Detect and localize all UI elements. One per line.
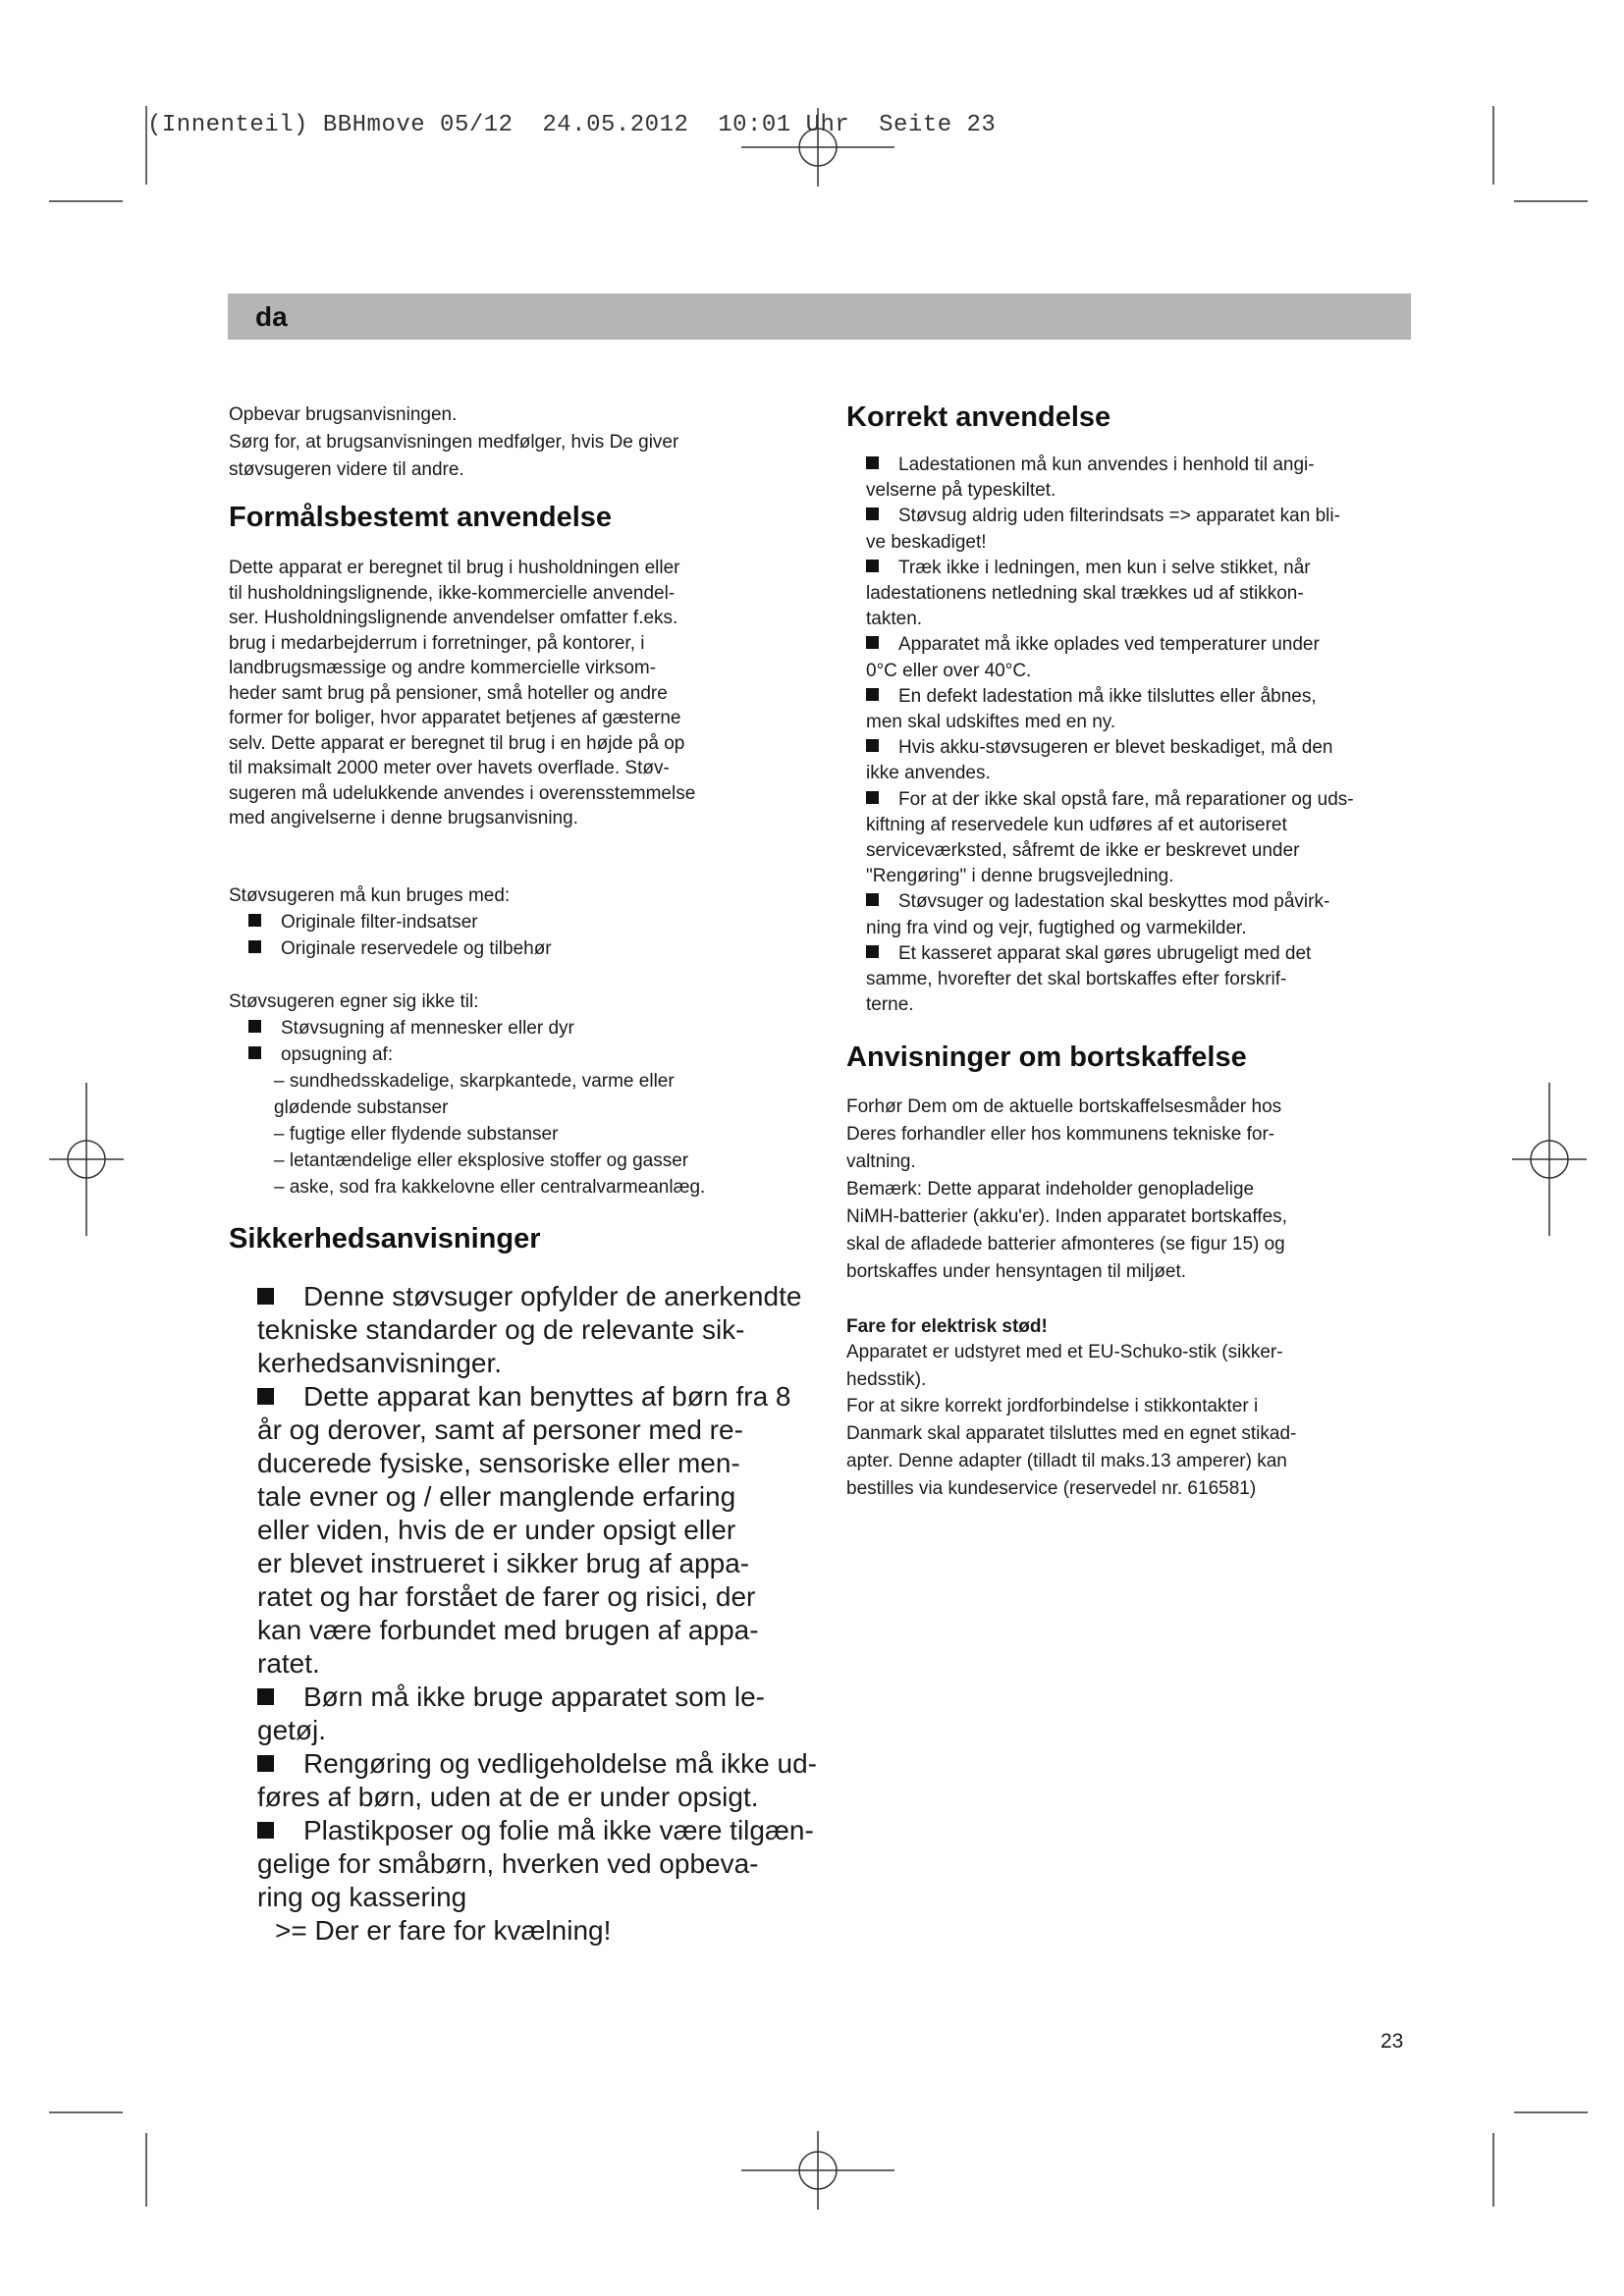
text-line <box>257 1313 817 1347</box>
language-code: da <box>255 301 288 332</box>
text-line: skal de afladede batterier afmonteres (se figur 15) og <box>846 1234 1285 1255</box>
text-line <box>866 659 1354 684</box>
text-line: bortskaffes under hensyntagen til miljøet. <box>846 1261 1187 1282</box>
electric-warning-text <box>846 1339 1296 1502</box>
text-line: brug i medarbejderrum i forretninger, på kontorer, i <box>229 632 645 654</box>
bullet-icon <box>866 507 879 520</box>
text: men skal udskiftes med en ny. <box>866 712 1116 733</box>
bullet-icon <box>866 739 879 752</box>
text: Børn må ikke bruge apparatet som le- <box>303 1682 765 1712</box>
text-line: til maksimalt 2000 meter over havets overflade. Støv- <box>229 758 670 778</box>
text: En defekt ladestation må ikke tilsluttes eller åbnes, <box>898 685 1317 707</box>
text-line <box>866 864 1354 889</box>
bullet-icon <box>257 1822 274 1839</box>
bullet-item-start <box>866 735 1354 761</box>
registration-mark-right <box>1512 1083 1587 1236</box>
text: ratet og har forstået de farer og risici, der <box>257 1581 756 1612</box>
text: føres af børn, uden at de er under opsigt. <box>257 1782 759 1812</box>
text-line: bestilles via kundeservice (reservedel nr. 616581) <box>846 1477 1257 1499</box>
text-line <box>257 1580 817 1614</box>
text: terne. <box>866 994 914 1016</box>
text-line: – aske, sod fra kakkelovne eller centralvarmeanlæg. <box>274 1177 706 1198</box>
text: Rengøring og vedligeholdelse må ikke ud- <box>303 1748 817 1779</box>
bullet-icon <box>248 1046 261 1059</box>
bullet-item-start <box>866 632 1354 658</box>
text-line: Forhør Dem om de aktuelle bortskaffelsesmåder hos <box>846 1096 1282 1117</box>
text-line: Opbevar brugsanvisningen. <box>229 404 458 425</box>
text-line <box>866 581 1354 607</box>
text-line <box>257 1514 817 1547</box>
correct-use-list <box>866 453 1354 1018</box>
use-only-with-label: Støvsugeren må kun bruges med: <box>229 885 511 906</box>
bullet-icon <box>257 1688 274 1705</box>
text-line <box>257 1781 817 1814</box>
text: Træk ikke i ledningen, men kun i selve stikket, når <box>898 557 1311 578</box>
text-line: For at sikre korrekt jordforbindelse i stikkontakter i <box>846 1396 1259 1417</box>
text: ve beskadiget! <box>866 531 987 553</box>
text-line: valtning. <box>846 1151 916 1172</box>
text: Støvsuger og ladestation skal beskyttes mod påvirk- <box>898 891 1330 913</box>
text-line: sugeren må udelukkende anvendes i overensstemmelse <box>229 782 696 804</box>
text-line: Deres forhandler eller hos kommunens tekniske for- <box>846 1124 1275 1145</box>
intended-use-text <box>229 556 838 831</box>
text: Plastikposer og folie må ikke være tilgæn- <box>303 1815 814 1845</box>
bullet-icon <box>866 791 879 804</box>
text-line: hedsstik). <box>846 1368 927 1390</box>
text-line: selv. Dette apparat er beregnet til brug i en højde på op <box>229 732 685 754</box>
language-bar <box>228 294 1411 340</box>
text: serviceværksted, såfremt de ikke er beskrevet under <box>866 840 1300 862</box>
bullet-icon <box>248 914 261 927</box>
text-line <box>257 1847 817 1881</box>
heading-safety: Sikkerhedsanvisninger <box>229 1223 541 1255</box>
text-line <box>866 992 1354 1018</box>
sub-list <box>229 1068 705 1201</box>
list-item: Støvsugning af mennesker eller dyr <box>229 1015 705 1041</box>
text: eller viden, hvis de er under opsigt eller <box>257 1515 736 1545</box>
use-only-with-list <box>229 882 552 962</box>
text-line: Sørg for, at brugsanvisningen medfølger, hvis De giver <box>229 432 679 453</box>
text-line <box>257 1914 817 1948</box>
text: kiftning af reservedele kun udføres af et autoriseret <box>866 814 1287 835</box>
text: getøj. <box>257 1715 327 1745</box>
electric-warning-heading: Fare for elektrisk stød! <box>846 1316 1048 1337</box>
text: er blevet instrueret i sikker brug af appa- <box>257 1548 750 1578</box>
text-line: Dette apparat er beregnet til brug i husholdningen eller <box>229 558 680 578</box>
text-line: apter. Denne adapter (tilladt til maks.13 amperer) kan <box>846 1450 1287 1471</box>
registration-mark-bottom <box>741 2131 894 2210</box>
bullet-item-start <box>866 889 1354 915</box>
bullet-icon <box>248 940 261 953</box>
text-line <box>257 1447 817 1480</box>
text: kerhedsanvisninger. <box>257 1348 503 1378</box>
bullet-icon <box>248 1020 261 1033</box>
bullet-icon <box>866 893 879 906</box>
list-item: opsugning af: <box>229 1041 705 1068</box>
bullet-item-start <box>866 504 1354 529</box>
bullet-icon <box>257 1388 274 1405</box>
bullet-icon <box>866 636 879 649</box>
text-line <box>866 607 1354 632</box>
text-line: landbrugsmæssige og andre kommercielle virksom- <box>229 658 657 678</box>
text: tale evner og / eller manglende erfaring <box>257 1481 736 1512</box>
text: kan være forbundet med brugen af appa- <box>257 1615 759 1645</box>
text-line: glødende substanser <box>274 1097 449 1118</box>
text-line <box>257 1614 817 1647</box>
text-line <box>866 710 1354 735</box>
text-line: ser. Husholdningslignende anvendelser omfatter f.eks. <box>229 608 678 628</box>
text: Apparatet må ikke oplades ved temperaturer under <box>898 634 1320 656</box>
list-item: Originale reservedele og tilbehør <box>229 935 552 962</box>
not-suitable-label: Støvsugeren egner sig ikke til: <box>229 991 479 1012</box>
text: Støvsug aldrig uden filterindsats => apparatet kan bli- <box>898 506 1340 527</box>
text-line <box>257 1480 817 1514</box>
text: samme, hvorefter det skal bortskaffes efter forskrif- <box>866 969 1287 990</box>
text-line: – sundhedsskadelige, skarpkantede, varme eller <box>274 1071 675 1092</box>
bullet-icon <box>866 456 879 469</box>
bullet-item-start <box>866 453 1354 478</box>
text-line: til husholdningslignende, ikke-kommercielle anvendel- <box>229 582 676 604</box>
text: gelige for småbørn, hverken ved opbeva- <box>257 1848 759 1879</box>
list-item: Originale filter-indsatser <box>229 909 552 935</box>
text-line <box>257 1714 817 1747</box>
bullet-item-start <box>257 1681 817 1714</box>
bullet-item-start <box>257 1380 817 1414</box>
text: >= Der er fare for kvælning! <box>275 1915 612 1946</box>
bullet-item-start <box>866 556 1354 581</box>
text-line: Bemærk: Dette apparat indeholder genopladelige <box>846 1179 1255 1200</box>
registration-mark-left <box>49 1083 124 1236</box>
text-line <box>866 530 1354 556</box>
text-line: heder samt brug på pensioner, små hoteller og andre <box>229 682 668 704</box>
text-line <box>866 916 1354 941</box>
text-line <box>257 1414 817 1447</box>
text-line: NiMH-batterier (akku'er). Inden apparatet bortskaffes, <box>846 1206 1287 1227</box>
bullet-item-start <box>866 684 1354 710</box>
safety-list <box>257 1280 817 1948</box>
text: ratet. <box>257 1648 320 1679</box>
text: Ladestationen må kun anvendes i henhold til angi- <box>898 454 1315 475</box>
text-line: Danmark skal apparatet tilsluttes med en egnet stikad- <box>846 1423 1297 1445</box>
text-line: – fugtige eller flydende substanser <box>274 1124 559 1145</box>
text: ducerede fysiske, sensoriske eller men- <box>257 1448 740 1478</box>
text-line: Apparatet er udstyret med et EU-Schuko-stik (sikker- <box>846 1342 1283 1362</box>
text: Hvis akku-støvsugeren er blevet beskadiget, må den <box>898 737 1333 759</box>
text-line <box>866 967 1354 992</box>
text-line: med angivelserne i denne brugsanvisning. <box>229 808 578 828</box>
text: For at der ikke skal opstå fare, må reparationer og uds- <box>898 788 1354 810</box>
text: tekniske standarder og de relevante sik- <box>257 1314 745 1345</box>
bullet-icon <box>257 1288 274 1305</box>
bullet-item-start <box>866 941 1354 967</box>
text-line <box>866 761 1354 786</box>
text-line: støvsugeren videre til andre. <box>229 459 464 480</box>
text-line <box>257 1647 817 1681</box>
text-line <box>257 1347 817 1380</box>
heading-intended-use: Formålsbestemt anvendelse <box>229 502 613 533</box>
text: Dette apparat kan benyttes af børn fra 8 <box>303 1381 791 1412</box>
text-line <box>257 1547 817 1580</box>
bullet-icon <box>257 1755 274 1772</box>
text: ikke anvendes. <box>866 763 991 784</box>
print-header: (Innenteil) BBHmove 05/12 24.05.2012 10:01 Uhr Seite 23 <box>147 112 997 138</box>
text: 0°C eller over 40°C. <box>866 660 1032 681</box>
text-line <box>866 813 1354 838</box>
text-line: former for boliger, hvor apparatet betjenes af gæsterne <box>229 708 681 728</box>
bullet-item-start <box>257 1747 817 1781</box>
bullet-icon <box>866 945 879 958</box>
heading-correct-use: Korrekt anvendelse <box>846 401 1111 433</box>
page-number: 23 <box>1380 2030 1404 2053</box>
bullet-item-start <box>257 1280 817 1313</box>
text: ladestationens netledning skal trækkes ud af stikkon- <box>866 583 1304 605</box>
bullet-icon <box>866 560 879 572</box>
text: ning fra vind og vejr, fugtighed og varmekilder. <box>866 917 1247 938</box>
text: Denne støvsuger opfylder de anerkendte <box>303 1281 802 1311</box>
bullet-item-start <box>866 787 1354 813</box>
intro-text <box>229 401 678 484</box>
heading-disposal: Anvisninger om bortskaffelse <box>846 1041 1247 1073</box>
text: velserne på typeskiltet. <box>866 480 1056 502</box>
disposal-text <box>846 1094 1287 1286</box>
bullet-item-start <box>257 1814 817 1847</box>
not-suitable-list <box>229 988 705 1201</box>
text: "Rengøring" i denne brugsvejledning. <box>866 866 1174 887</box>
text-line: – letantændelige eller eksplosive stoffer og gasser <box>274 1150 689 1171</box>
text: takten. <box>866 609 923 630</box>
text: år og derover, samt af personer med re- <box>257 1415 743 1445</box>
text-line <box>257 1881 817 1914</box>
text-line <box>866 478 1354 504</box>
text: Et kasseret apparat skal gøres ubrugeligt med det <box>898 942 1312 964</box>
bullet-icon <box>866 688 879 701</box>
text-line <box>866 838 1354 864</box>
text: ring og kassering <box>257 1882 467 1912</box>
